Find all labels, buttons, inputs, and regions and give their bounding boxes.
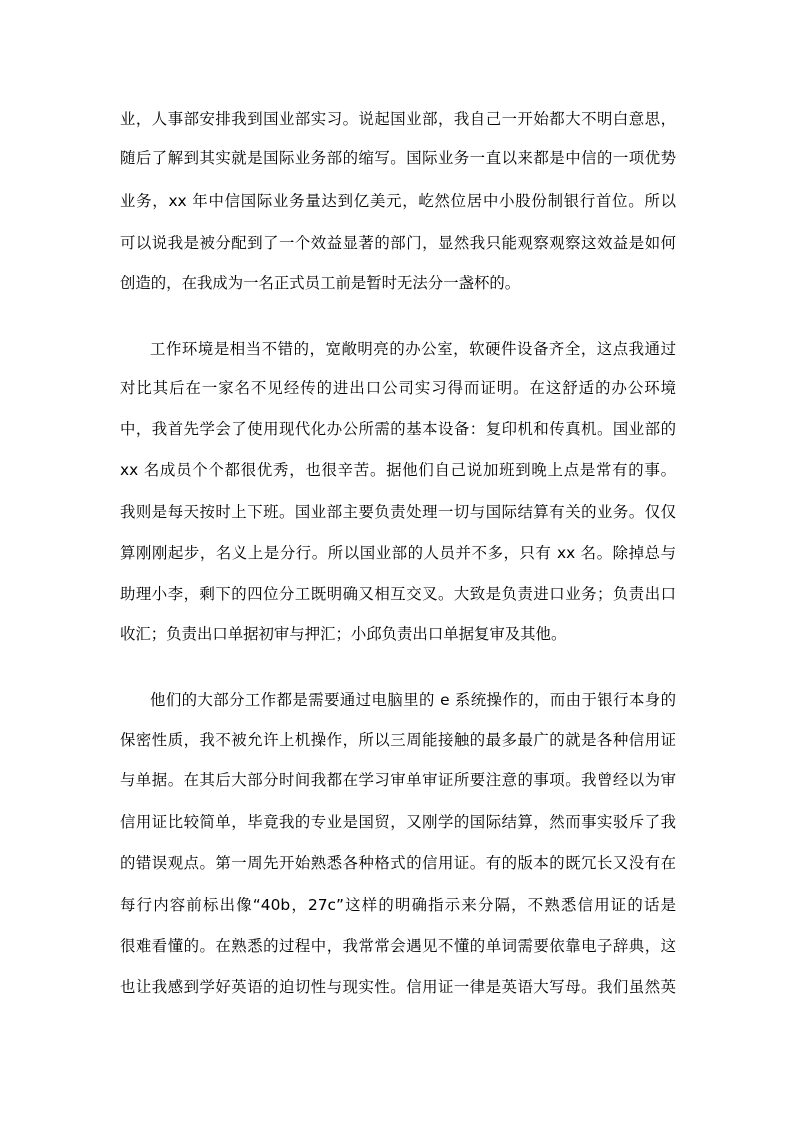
paragraph-2-line-1: 工作环境是相当不错的，宽敞明亮的办公室，软硬件设备齐全，这点我通过: [150, 340, 676, 358]
paragraph-3-line-3: 与单据。在其后大部分时间我都在学习审单审证所要注意的事项。我曾经以为审: [120, 771, 676, 789]
paragraph-2-line-2: 对比其后在一家名不见经传的进出口公司实习得而证明。在这舒适的办公环境: [120, 379, 676, 397]
paragraph-2-line-3: 中，我首先学会了使用现代化办公所需的基本设备：复印机和传真机。国业部的: [120, 420, 676, 438]
paragraph-3-line-4: 信用证比较简单，毕竟我的专业是国贸，又刚学的国际结算，然而事实驳斥了我: [120, 813, 676, 831]
paragraph-2-line-7: 助理小李，剩下的四位分工既明确又相互交叉。大致是负责进口业务；负责出口: [120, 585, 676, 603]
paragraph-3-line-8: 也让我感到学好英语的迫切性与现实性。信用证一律是英语大写母。我们虽然英: [120, 978, 676, 996]
paragraph-3-line-7: 很难看懂的。在熟悉的过程中，我常常会遇见不懂的单词需要依靠电子辞典，这: [120, 937, 676, 955]
paragraph-3-line-6: 每行内容前标出像“40b，27c”这样的明确指示来分隔，不熟悉信用证的话是: [120, 896, 676, 914]
paragraph-2-line-6: 算刚刚起步，名义上是分行。所以国业部的人员并不多，只有 xx 名。除掉总与: [120, 544, 676, 562]
paragraph-1-line-3: 业务，xx 年中信国际业务量达到亿美元，屹然位居中小股份制银行首位。所以: [120, 192, 676, 210]
paragraph-2-line-4: xx 名成员个个都很优秀，也很辛苦。据他们自己说加班到晚上点是常有的事。: [120, 461, 676, 479]
paragraph-1-line-5: 创造的，在我成为一名正式员工前是暂时无法分一盏杯的。: [120, 274, 521, 292]
paragraph-3-line-2: 保密性质，我不被允许上机操作，所以三周能接触的最多最广的就是各种信用证: [120, 731, 676, 749]
paragraph-2-line-8: 收汇；负责出口单据初审与押汇；小邱负责出口单据复审及其他。: [120, 625, 567, 643]
paragraph-1-line-2: 随后了解到其实就是国际业务部的缩写。国际业务一直以来都是中信的一项优势: [120, 149, 676, 167]
paragraph-3-line-5: 的错误观点。第一周先开始熟悉各种格式的信用证。有的版本的既冗长又没有在: [120, 854, 676, 872]
paragraph-1-line-4: 可以说我是被分配到了一个效益显著的部门，显然我只能观察观察这效益是如何: [120, 234, 676, 252]
paragraph-3-line-1: 他们的大部分工作都是需要通过电脑里的 e 系统操作的，而由于银行本身的: [150, 691, 676, 709]
paragraph-2-line-5: 我则是每天按时上下班。国业部主要负责处理一切与国际结算有关的业务。仅仅: [120, 503, 676, 521]
paragraph-1-line-1: 业，人事部安排我到国业部实习。说起国业部，我自己一开始都大不明白意思，: [120, 110, 676, 128]
